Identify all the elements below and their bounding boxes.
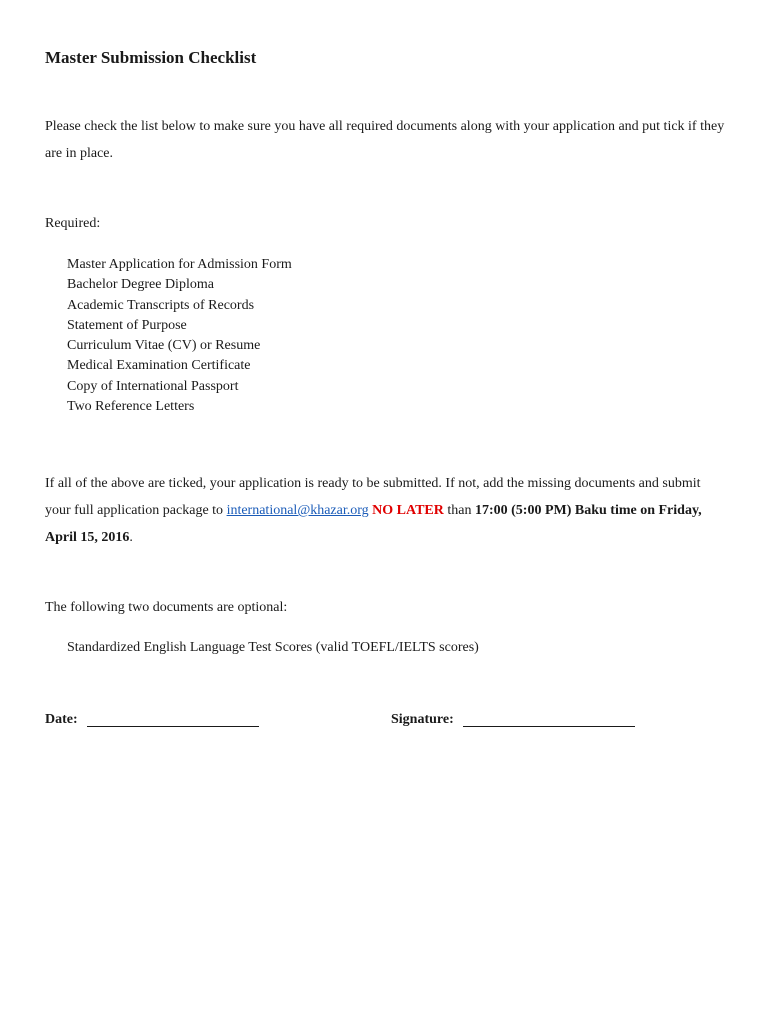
required-item: Medical Examination Certificate	[67, 358, 251, 374]
page-title: Master Submission Checklist	[45, 48, 257, 67]
optional-item: Standardized English Language Test Scores (valid TOEFL/IELTS scores)	[67, 640, 479, 655]
period-text: .	[129, 530, 133, 545]
required-item: Master Application for Admission Form	[67, 257, 292, 272]
submission-paragraph	[45, 470, 725, 551]
signature-field	[391, 712, 635, 728]
optional-label: The following two documents are optional:	[45, 600, 288, 615]
submission-text: If all of the above are ticked, your application is ready to be submitted. If not, add the missing documents and submit your full application package to	[45, 476, 701, 518]
email-link[interactable]: international@khazar.org	[226, 503, 369, 518]
required-list	[67, 255, 292, 417]
date-label: Date:	[45, 712, 78, 727]
required-label: Required:	[45, 216, 101, 231]
date-field	[45, 712, 259, 728]
required-item: Academic Transcripts of Records	[67, 297, 255, 313]
optional-list	[67, 638, 479, 658]
no-later-warning: NO LATER	[372, 503, 444, 518]
signature-label: Signature:	[391, 712, 454, 727]
required-item: Two Reference Letters	[67, 399, 195, 415]
deadline-text: 17:00 (5:00 PM) Baku time on Friday, April 15, 2016	[45, 503, 702, 545]
intro-paragraph: Please check the list below to make sure you have all required documents along with your application and put tick if they are in place.	[45, 119, 725, 161]
date-line[interactable]	[87, 712, 259, 727]
required-item: Copy of International Passport	[67, 378, 239, 394]
signature-line[interactable]	[463, 712, 635, 727]
required-item: Curriculum Vitae (CV) or Resume	[67, 338, 261, 354]
required-item: Bachelor Degree Diploma	[67, 277, 214, 293]
required-item: Statement of Purpose	[67, 317, 187, 333]
than-text: than	[443, 503, 475, 518]
